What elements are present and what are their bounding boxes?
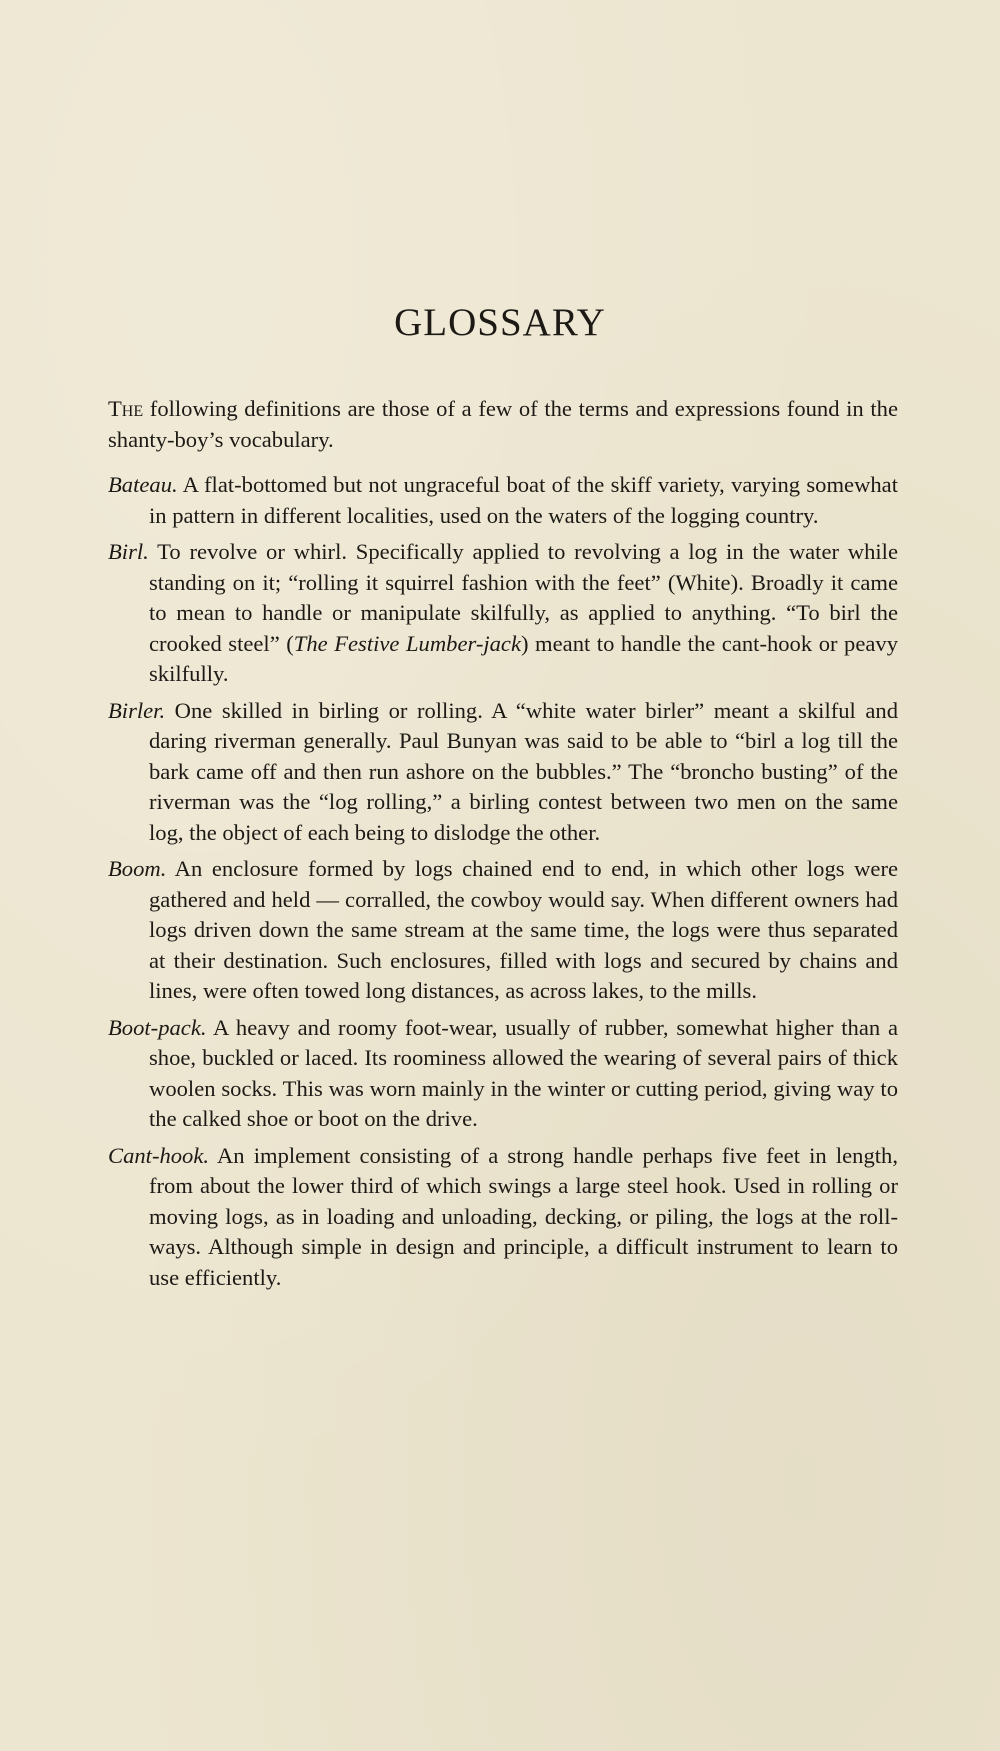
entry-term: Birler. — [108, 697, 166, 723]
entry-definition: An implement consisting of a strong handle perhaps five feet in length, from about the lower third of which swings a large steel hook. Used in rolling or moving logs, as in loading and unloading, decking, or piling, the logs at the roll-ways. Although simple in design and principle, a difficult instrument to learn to use efficiently. — [149, 1142, 898, 1290]
intro-lead: The — [108, 396, 144, 421]
intro-text: following definitions are those of a few of the terms and expressions found in the shanty-boy’s vocabulary. — [108, 396, 898, 452]
entry-definition: To revolve or whirl. Specifically applied to revolving a log in the water while standing on it; “rolling it squirrel fashion with the feet” (White). Broadly it came to mean to handle or manipulate skilfully, as applied to anything. “To birl the crooked steel” ( — [148, 539, 898, 656]
glossary-entry-boot-pack — [108, 1013, 898, 1135]
entry-term: Cant-hook. — [108, 1142, 210, 1168]
glossary-entry-boom — [108, 854, 898, 1007]
entry-term: Bateau. — [108, 472, 178, 497]
glossary-entry-cant-hook — [108, 1141, 898, 1294]
glossary-entry-birler — [108, 696, 898, 849]
glossary-entry-birl — [108, 537, 898, 690]
entry-definition-cont: ) meant to handle the cant-hook or peavy skilfully. — [149, 630, 898, 686]
intro-paragraph — [108, 394, 898, 455]
glossary-entry-bateau — [108, 470, 898, 531]
entry-definition: A flat-bottomed but not ungraceful boat of the skiff variety, varying somewhat in pattern in different localities, used on the waters of the logging country. — [149, 472, 898, 528]
glossary-body — [108, 394, 898, 1293]
entry-title-reference: The Festive Lumber-jack — [293, 630, 521, 656]
page-title: GLOSSARY — [394, 301, 606, 344]
entry-definition: An enclosure formed by logs chained end to end, in which other logs were gathered and held — corralled, the cowboy would say. When different owners had logs driven down the same stream at the same time, the logs were thus separated at their destination. Such enclosures, filled with logs and secured by chains and lines, were often towed long distances, as across lakes, to the mills. — [149, 856, 898, 1003]
entry-term: Boot-pack. — [108, 1014, 207, 1040]
entry-definition: One skilled in birling or rolling. A “white water birler” meant a skilful and daring riverman generally. Paul Bunyan was said to be able to “birl a log till the bark came off and then run ashore on the bubbles.” The “broncho busting” of the riverman was the “log rolling,” a birling contest between two men on the same log, the object of each being to dislodge the other. — [149, 697, 898, 845]
entry-term: Birl. — [108, 539, 149, 564]
entry-term: Boom. — [108, 856, 167, 881]
entry-definition: A heavy and roomy foot-wear, usually of rubber, somewhat higher than a shoe, buckled or laced. Its roominess allowed the wearing of several pairs of thick woolen socks. This was worn mainly in the winter or cutting period, giving way to the calked shoe or boot on the drive. — [149, 1014, 898, 1131]
